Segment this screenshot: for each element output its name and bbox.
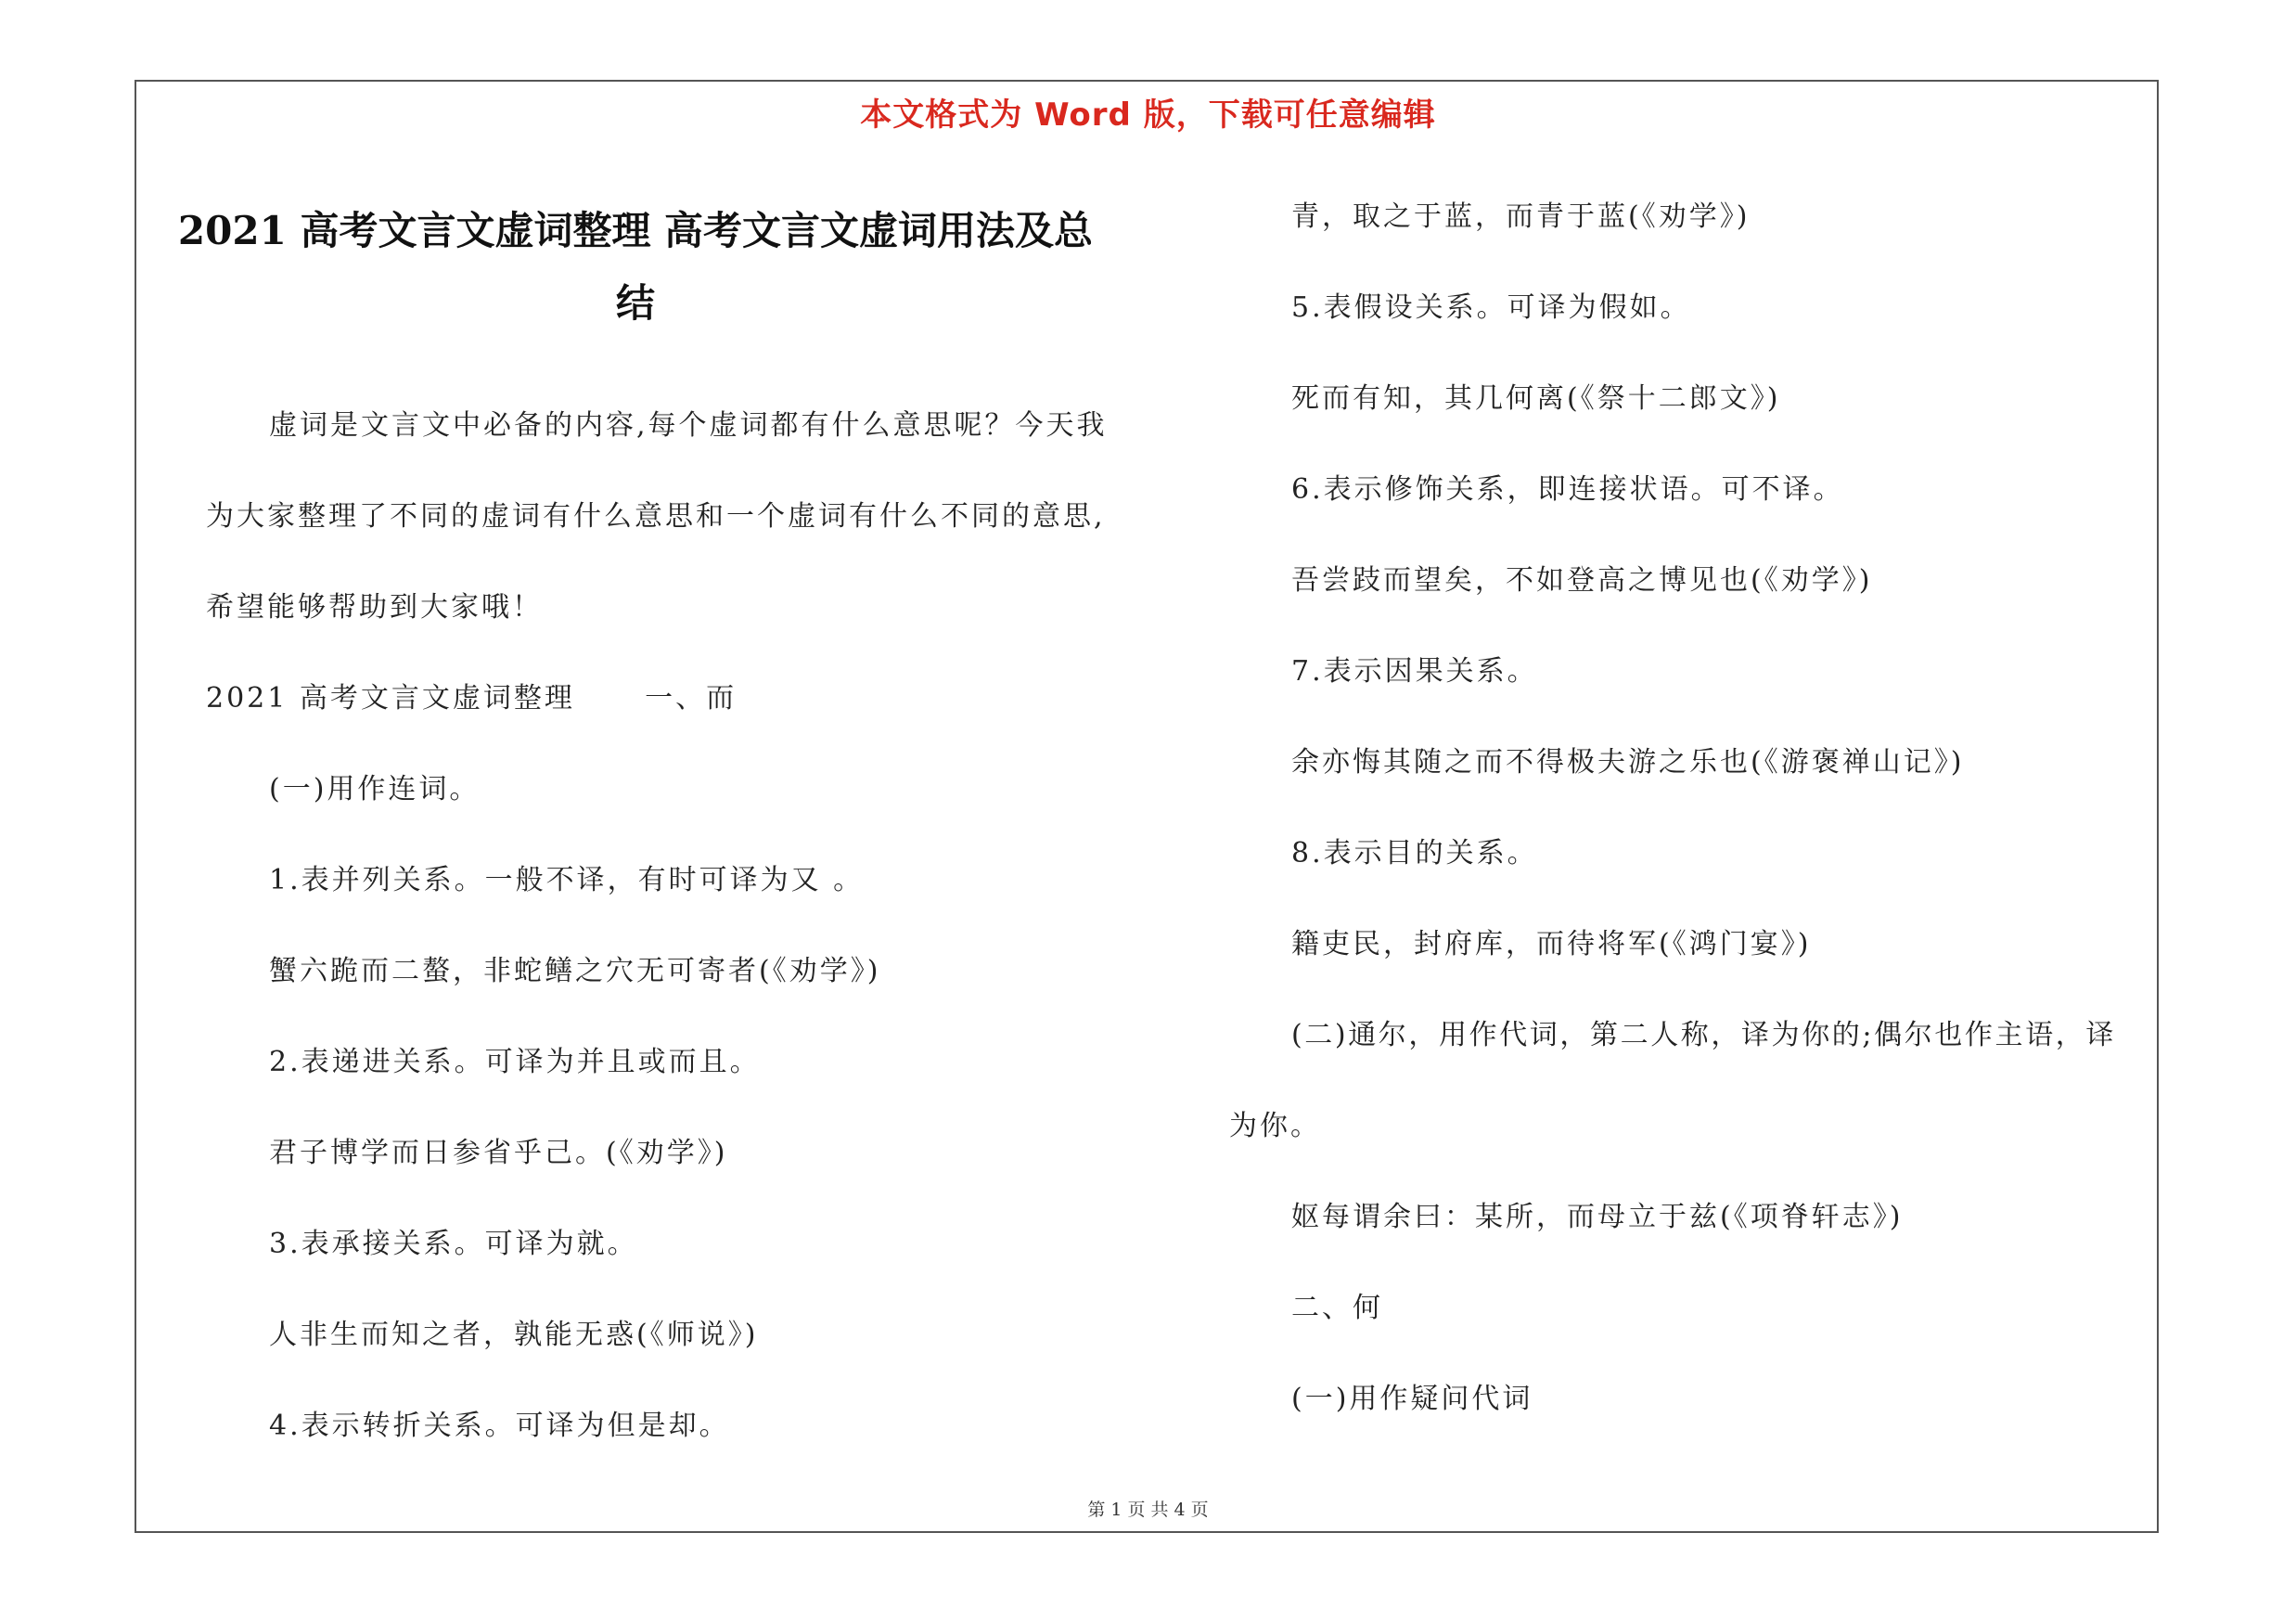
paragraph: 2.表递进关系。可译为并且或而且。 <box>269 1046 761 1078</box>
section-heading: 二、何 <box>1291 1292 1383 1324</box>
paragraph: 4.表示转折关系。可译为但是却。 <box>269 1410 730 1442</box>
paragraph: 人非生而知之者，孰能无惑(《师说》) <box>269 1319 759 1351</box>
document-title-block <box>144 195 1127 340</box>
paragraph: 为你。 <box>1229 1110 1321 1142</box>
paragraph: (二)通尔，用作代词，第二人称，译为你的;偶尔也作主语，译 <box>1291 1019 2116 1051</box>
section-heading: 2021 高考文言文虚词整理 一、而 <box>206 682 738 715</box>
paragraph: 7.表示因果关系。 <box>1291 655 1538 688</box>
paragraph: 吾尝跂而望矣，不如登高之博见也(《劝学》) <box>1291 564 1873 597</box>
paragraph: 1.表并列关系。一般不译，有时可译为又 。 <box>269 864 865 896</box>
page-footer: 第 1 页 共 4 页 <box>1087 1500 1209 1520</box>
title-line-2: 结 <box>615 280 655 326</box>
paragraph: 籍吏民，封府库，而待将军(《鸿门宴》) <box>1291 928 1812 960</box>
document-title <box>144 195 1127 340</box>
paragraph: (一)用作疑问代词 <box>1291 1383 1533 1415</box>
format-notice-banner: 本文格式为 Word 版，下载可任意编辑 <box>860 97 1436 134</box>
paragraph: 8.表示目的关系。 <box>1291 837 1538 869</box>
paragraph: 虚词是文言文中必备的内容,每个虚词都有什么意思呢？今天我 <box>269 409 1108 442</box>
paragraph: 为大家整理了不同的虚词有什么意思和一个虚词有什么不同的意思, <box>206 500 1106 533</box>
paragraph: 6.表示修饰关系，即连接状语。可不译。 <box>1291 473 1844 506</box>
paragraph: 余亦悔其随之而不得极夫游之乐也(《游褒禅山记》) <box>1291 746 1965 779</box>
paragraph: 3.表承接关系。可译为就。 <box>269 1228 638 1260</box>
paragraph: 君子博学而日参省乎己。(《劝学》) <box>269 1137 728 1169</box>
title-line-1: 2021 高考文言文虚词整理 高考文言文虚词用法及总 <box>177 208 1094 253</box>
paragraph: 青，取之于蓝，而青于蓝(《劝学》) <box>1291 200 1751 233</box>
paragraph: (一)用作连词。 <box>269 773 481 805</box>
paragraph: 妪每谓余曰：某所，而母立于兹(《项脊轩志》) <box>1291 1201 1904 1233</box>
paragraph: 5.表假设关系。可译为假如。 <box>1291 291 1691 324</box>
paragraph: 死而有知，其几何离(《祭十二郎文》) <box>1291 382 1781 415</box>
paragraph: 希望能够帮助到大家哦！ <box>206 591 543 624</box>
paragraph: 蟹六跪而二螯，非蛇鳝之穴无可寄者(《劝学》) <box>269 955 881 987</box>
